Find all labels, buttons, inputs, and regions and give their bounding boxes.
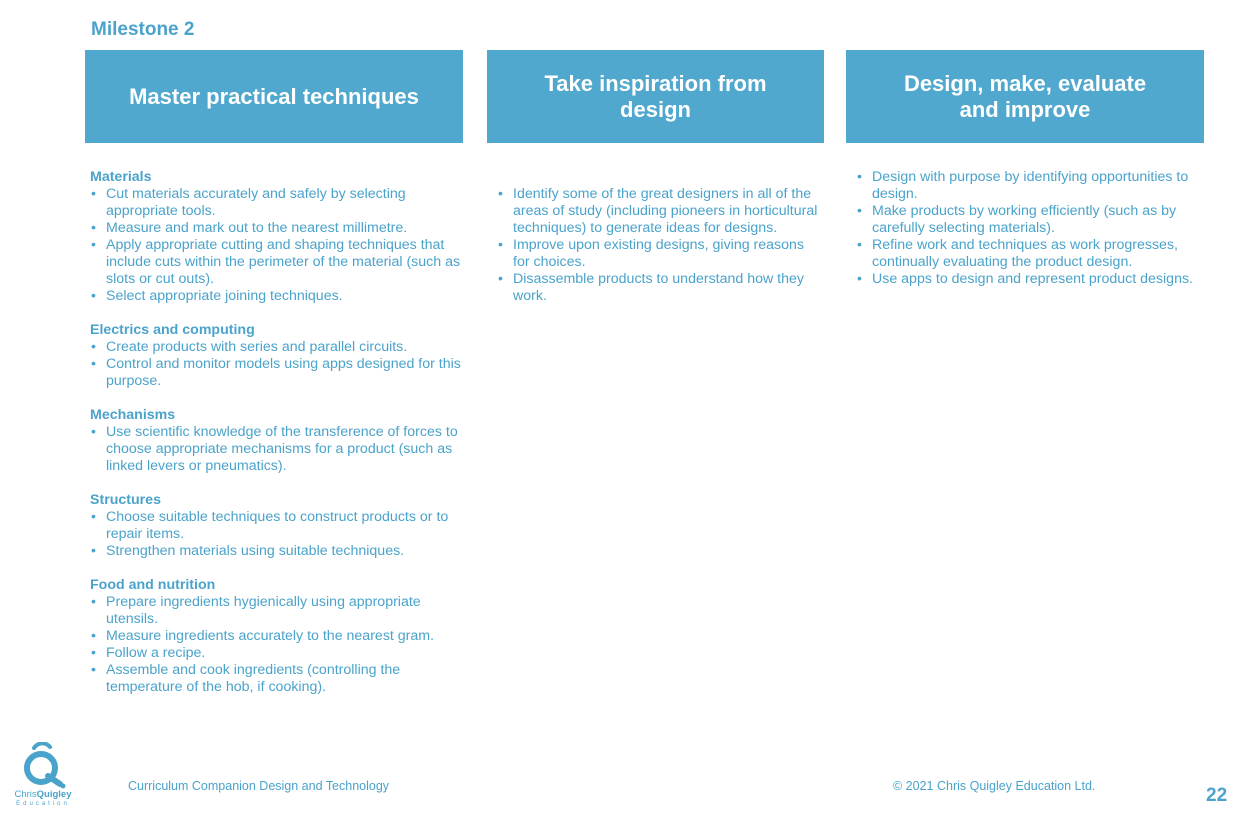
list-item: • Make products by working efficiently (such as by carefully selecting materials). bbox=[856, 203, 1201, 237]
milestone-title: Milestone 2 bbox=[91, 19, 195, 40]
list-item: • Disassemble products to understand how they work. bbox=[497, 271, 822, 305]
list-item: • Identify some of the great designers in all of the areas of study (including pioneers in horticultural techniques) to generate ideas for designs. bbox=[497, 186, 822, 237]
section-title: Structures bbox=[90, 492, 161, 508]
list-item: • Refine work and techniques as work progresses, continually evaluating the product design. bbox=[856, 237, 1201, 271]
footer-document-title: Curriculum Companion Design and Technology bbox=[128, 779, 390, 793]
list-item: • Prepare ingredients hygienically using appropriate utensils. bbox=[90, 594, 462, 628]
list-item: • Choose suitable techniques to construct products or to repair items. bbox=[90, 509, 462, 543]
section-title: Materials bbox=[90, 169, 152, 185]
list-item: • Use apps to design and represent product designs. bbox=[856, 271, 1201, 288]
list-item: • Design with purpose by identifying opportunities to design. bbox=[856, 169, 1201, 203]
list-item: • Create products with series and parallel circuits. bbox=[90, 339, 462, 356]
section bbox=[90, 169, 462, 305]
footer-copyright: © 2021 Chris Quigley Education Ltd. bbox=[893, 779, 1096, 793]
header-label: Take inspiration from design bbox=[544, 70, 767, 122]
header-design-make-evaluate bbox=[846, 50, 1204, 143]
section-title: Food and nutrition bbox=[90, 577, 216, 593]
logo-subtitle: Education bbox=[16, 801, 70, 807]
column-design-make-evaluate bbox=[856, 169, 1201, 288]
bullet-list bbox=[497, 186, 822, 305]
list-item: • Select appropriate joining techniques. bbox=[90, 288, 462, 305]
section-title: Electrics and computing bbox=[90, 322, 255, 338]
list-item: • Measure ingredients accurately to the nearest gram. bbox=[90, 628, 462, 645]
bullet-list bbox=[856, 169, 1201, 288]
header-master-practical-techniques bbox=[85, 50, 463, 143]
bullet-list bbox=[90, 339, 462, 390]
header-label: Master practical techniques bbox=[129, 83, 419, 109]
logo-wordmark bbox=[10, 790, 76, 800]
bullet-list bbox=[90, 186, 462, 305]
column-master-practical-techniques bbox=[90, 169, 462, 713]
list-item: • Assemble and cook ingredients (controlling the temperature of the hob, if cooking). bbox=[90, 662, 462, 696]
logo-name-last: Quigley bbox=[36, 789, 72, 800]
bullet-list bbox=[90, 594, 462, 696]
bullet-list bbox=[90, 509, 462, 560]
list-item: • Use scientific knowledge of the transference of forces to choose appropriate mechanisms for a product (such as linked levers or pneumatics). bbox=[90, 424, 462, 475]
header-label-line1: Design, make, evaluate bbox=[903, 70, 1147, 96]
list-item: • Follow a recipe. bbox=[90, 645, 462, 662]
list-item: • Improve upon existing designs, giving reasons for choices. bbox=[497, 237, 822, 271]
section bbox=[90, 492, 462, 560]
section bbox=[90, 322, 462, 390]
list-item: • Control and monitor models using apps designed for this purpose. bbox=[90, 356, 462, 390]
list-item: • Measure and mark out to the nearest millimetre. bbox=[90, 220, 462, 237]
header-label bbox=[904, 71, 1146, 123]
header-label-line2: and improve bbox=[959, 96, 1091, 122]
section bbox=[90, 577, 462, 696]
page-number: 22 bbox=[1206, 785, 1228, 806]
header-take-inspiration bbox=[487, 50, 824, 143]
bullet-list bbox=[90, 424, 462, 475]
section bbox=[90, 407, 462, 475]
list-item: • Apply appropriate cutting and shaping techniques that include cuts within the perimeter of the material (such as slots or cut outs). bbox=[90, 237, 462, 288]
list-item: • Cut materials accurately and safely by selecting appropriate tools. bbox=[90, 186, 462, 220]
list-item: • Strengthen materials using suitable techniques. bbox=[90, 543, 462, 560]
logo-name-first: Chris bbox=[14, 789, 37, 800]
section-title: Mechanisms bbox=[90, 407, 176, 423]
column-take-inspiration bbox=[497, 186, 822, 305]
